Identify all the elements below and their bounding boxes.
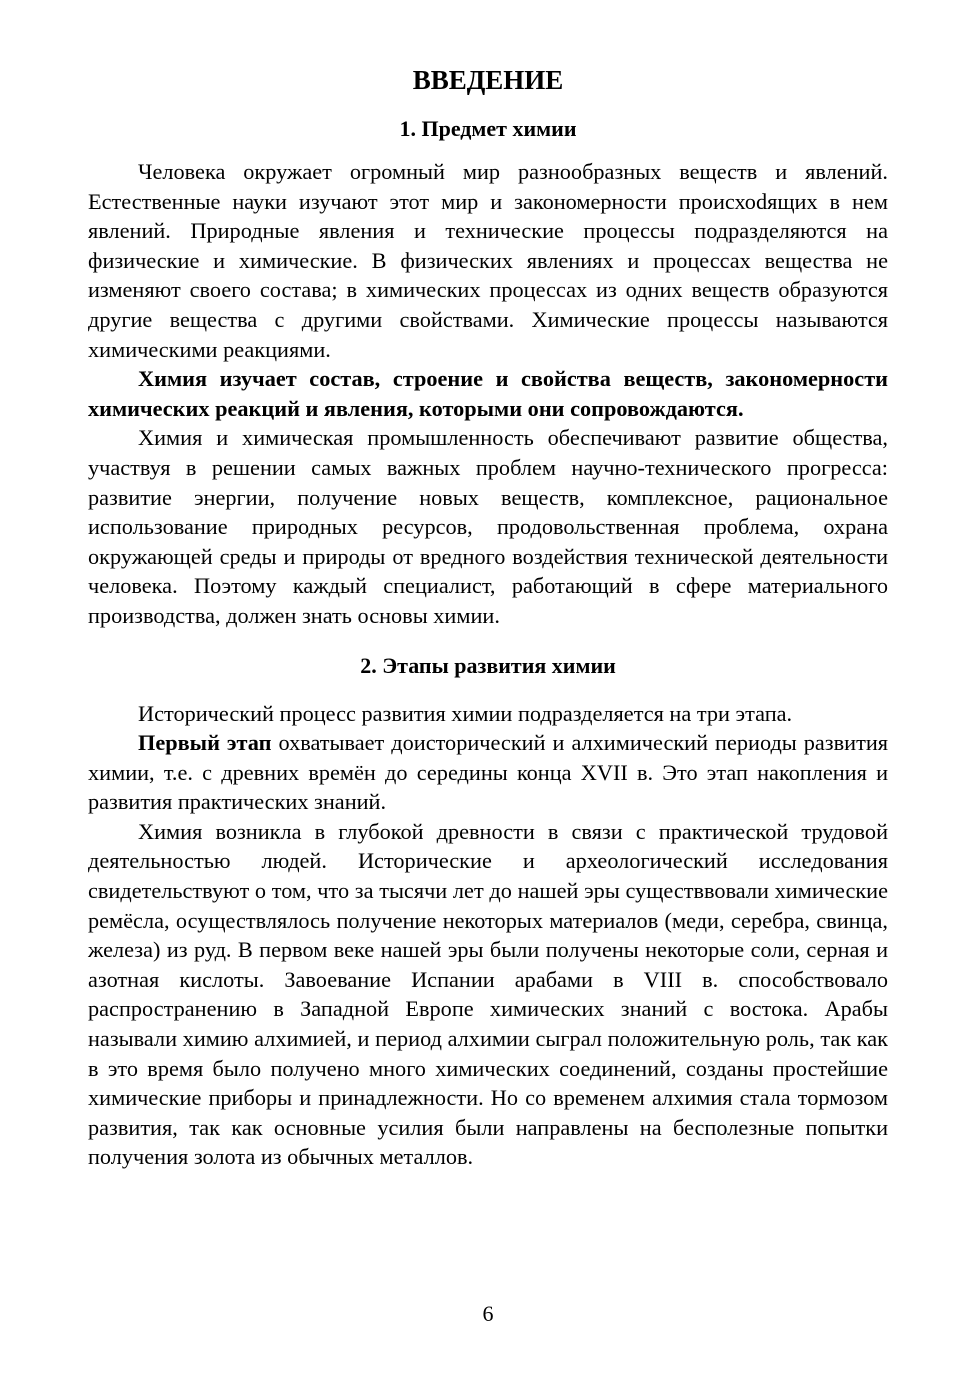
- section-2-paragraph-2: [88, 728, 888, 817]
- section-2-paragraph-1: Исторический процесс развития химии подразделяется на три этапа.: [138, 700, 793, 726]
- section-2-paragraph-2-text: охватывает доисторический и алхимический периоды развития химии, т.е. с древних времён до середины конца XVII в. Это этап накопления и развития практических знаний.: [88, 730, 889, 815]
- chapter-title: ВВЕДЕНИЕ: [412, 65, 564, 95]
- section-2-paragraph-3: Химия возникла в глубокой древности в связи с практической трудовой деятельностью людей. Исторические и археологический исследования свидетельствуют о том, что за тысячи лет до нашей эры существвовали химические ремёсла, осуществлялось получение некоторых материалов (меди, серебра, свинца, железа) из руд. В первом веке нашей эры были получены некоторые соли, серная и азотная кислоты. Завоевание Испании арабами в VIII в. способствовало распространению в Западной Европе химических знаний с востока. Арабы называли химию алхимией, и период алхимии сыграл положительную роль, так как в это время было получено много химических соединений, созданы простейшие химические приборы и принадлежности. Но со временем алхимия стала тормозом развития, так как основные усилия были направлены на бесполезные попытки получения золота из обычных металлов.: [88, 818, 888, 1170]
- document-page: [88, 62, 888, 1172]
- page-number: 6: [482, 1301, 494, 1326]
- first-stage-term: Первый этап: [138, 730, 272, 756]
- section-1-paragraph-3: Химия и химическая промышленность обеспечивают развитие общества, участвуя в решении самых важных проблем научно-технического прогресса: развитие энергии, получение новых веществ, комплексное, рациональное использование природных ресурсов, продовольственная проблема, охрана окружающей среды и природы от вредного воздействия технической деятельности человека. Поэтому каждый специалист, работающий в сфере материального производства, должен знать основы химии.: [88, 425, 888, 628]
- section-2-heading: 2. Этапы развития химии: [360, 652, 616, 678]
- section-1-paragraph-1: Человека окружает огромный мир разнообразных веществ и явлений. Естественные науки изучают этот мир и закономерности происхоdящих в нем явлений. Природные явления и технические процессы подразделяются на физические и химические. В физических явлениях и процессах вещества не изменяют своего состава; в химических процессах из одних веществ образуются другие вещества с другими свойствами. Химические процессы называются химическими реакциями.: [88, 159, 888, 362]
- section-1-definition-paragraph: Химия изучает состав, строение и свойства веществ, закономерности химических реакций и явления, которыми они сопровождаются.: [88, 366, 888, 421]
- section-1-heading: 1. Предмет химии: [399, 116, 577, 141]
